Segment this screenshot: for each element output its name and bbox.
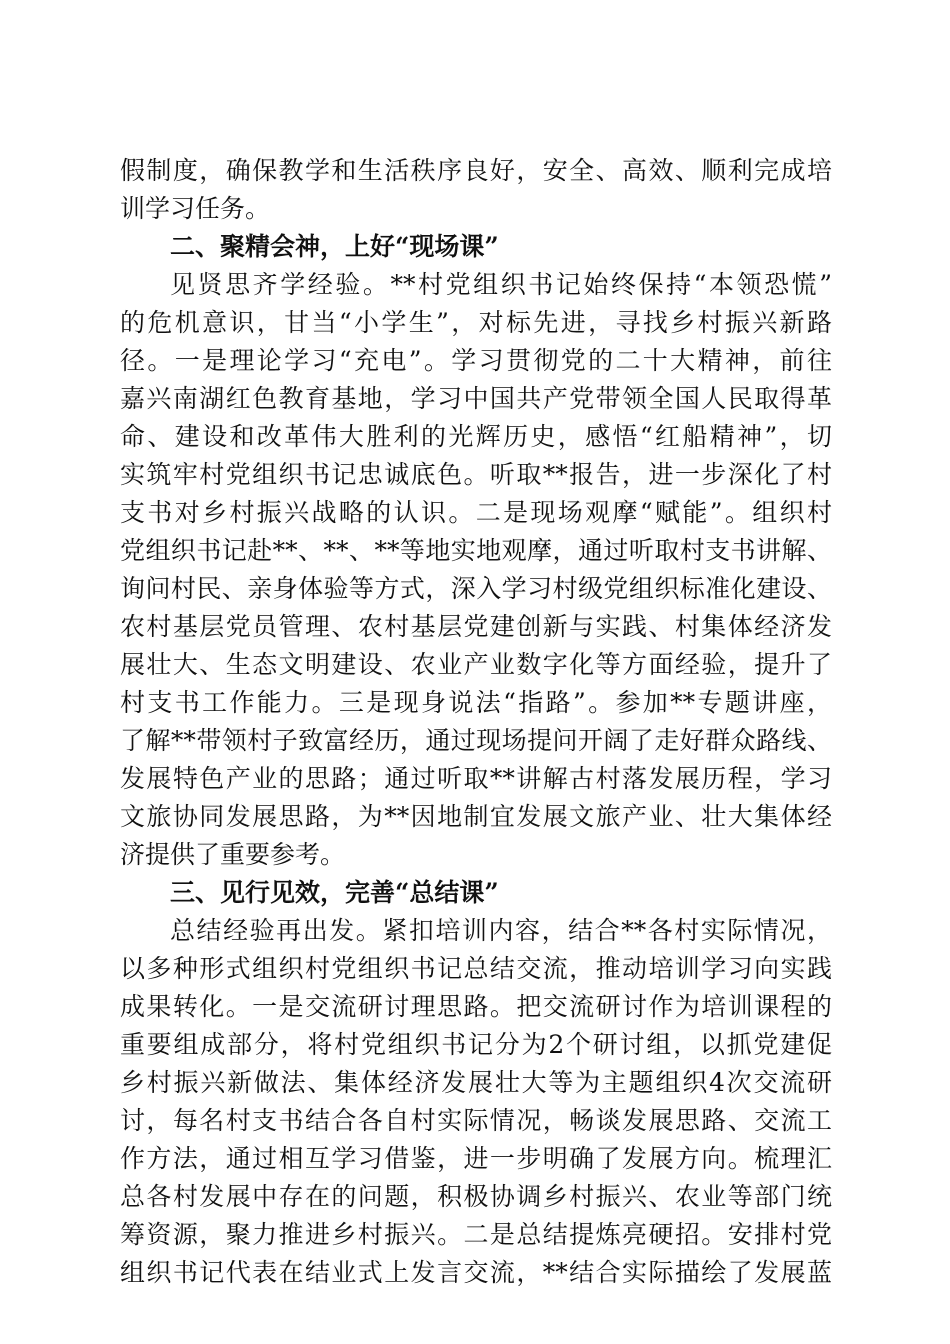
text-line: 筹资源，聚力推进乡村振兴。二是总结提炼亮硬招。安排村党 <box>120 1220 832 1249</box>
section-heading: 二、聚精会神，上好“现场课” <box>170 232 499 261</box>
text-line: 乡村振兴新做法、集体经济发展壮大等为主题组织4次交流研 <box>120 1068 832 1097</box>
text-line: 农村基层党员管理、农村基层党建创新与实践、村集体经济发 <box>120 612 832 641</box>
text-line: 总结经验再出发。紧扣培训内容，结合**各村实际情况， <box>170 916 832 945</box>
text-line: 发展特色产业的思路；通过听取**讲解古村落发展历程，学习 <box>120 764 832 793</box>
text-line: 作方法，通过相互学习借鉴，进一步明确了发展方向。梳理汇 <box>120 1144 832 1173</box>
text-line: 训学习任务。 <box>120 194 271 223</box>
section-heading: 三、见行见效，完善“总结课” <box>170 878 499 907</box>
text-line: 实筑牢村党组织书记忠诚底色。听取**报告，进一步深化了村 <box>120 460 832 489</box>
text-line: 以多种形式组织村党组织书记总结交流，推动培训学习向实践 <box>120 954 832 983</box>
text-line: 假制度，确保教学和生活秩序良好，安全、高效、顺利完成培 <box>120 156 832 185</box>
text-line: 组织书记代表在结业式上发言交流，**结合实际描绘了发展蓝 <box>120 1258 832 1287</box>
text-line: 命、建设和改革伟大胜利的光辉历史，感悟“红船精神”，切 <box>120 422 832 451</box>
text-line: 见贤思齐学经验。**村党组织书记始终保持“本领恐慌” <box>170 270 832 299</box>
text-line: 党组织书记赴**、**、**等地实地观摩，通过听取村支书讲解、 <box>120 536 832 565</box>
text-line: 展壮大、生态文明建设、农业产业数字化等方面经验，提升了 <box>120 650 832 679</box>
text-line: 重要组成部分，将村党组织书记分为2个研讨组，以抓党建促 <box>120 1030 832 1059</box>
text-line: 总各村发展中存在的问题，积极协调乡村振兴、农业等部门统 <box>120 1182 832 1211</box>
text-line: 成果转化。一是交流研讨理思路。把交流研讨作为培训课程的 <box>120 992 832 1021</box>
text-line: 询问村民、亲身体验等方式，深入学习村级党组织标准化建设、 <box>120 574 832 603</box>
text-line: 村支书工作能力。三是现身说法“指路”。参加**专题讲座， <box>120 688 832 717</box>
text-line: 嘉兴南湖红色教育基地，学习中国共产党带领全国人民取得革 <box>120 384 832 413</box>
text-line: 文旅协同发展思路，为**因地制宜发展文旅产业、壮大集体经 <box>120 802 832 831</box>
text-line: 讨，每名村支书结合各自村实际情况，畅谈发展思路、交流工 <box>120 1106 832 1135</box>
text-line: 的危机意识，甘当“小学生”，对标先进，寻找乡村振兴新路 <box>120 308 832 337</box>
text-line: 济提供了重要参考。 <box>120 840 346 869</box>
text-line: 了解**带领村子致富经历，通过现场提问开阔了走好群众路线、 <box>120 726 832 755</box>
text-line: 径。一是理论学习“充电”。学习贯彻党的二十大精神，前往 <box>120 346 832 375</box>
text-line: 支书对乡村振兴战略的认识。二是现场观摩“赋能”。组织村 <box>120 498 832 527</box>
